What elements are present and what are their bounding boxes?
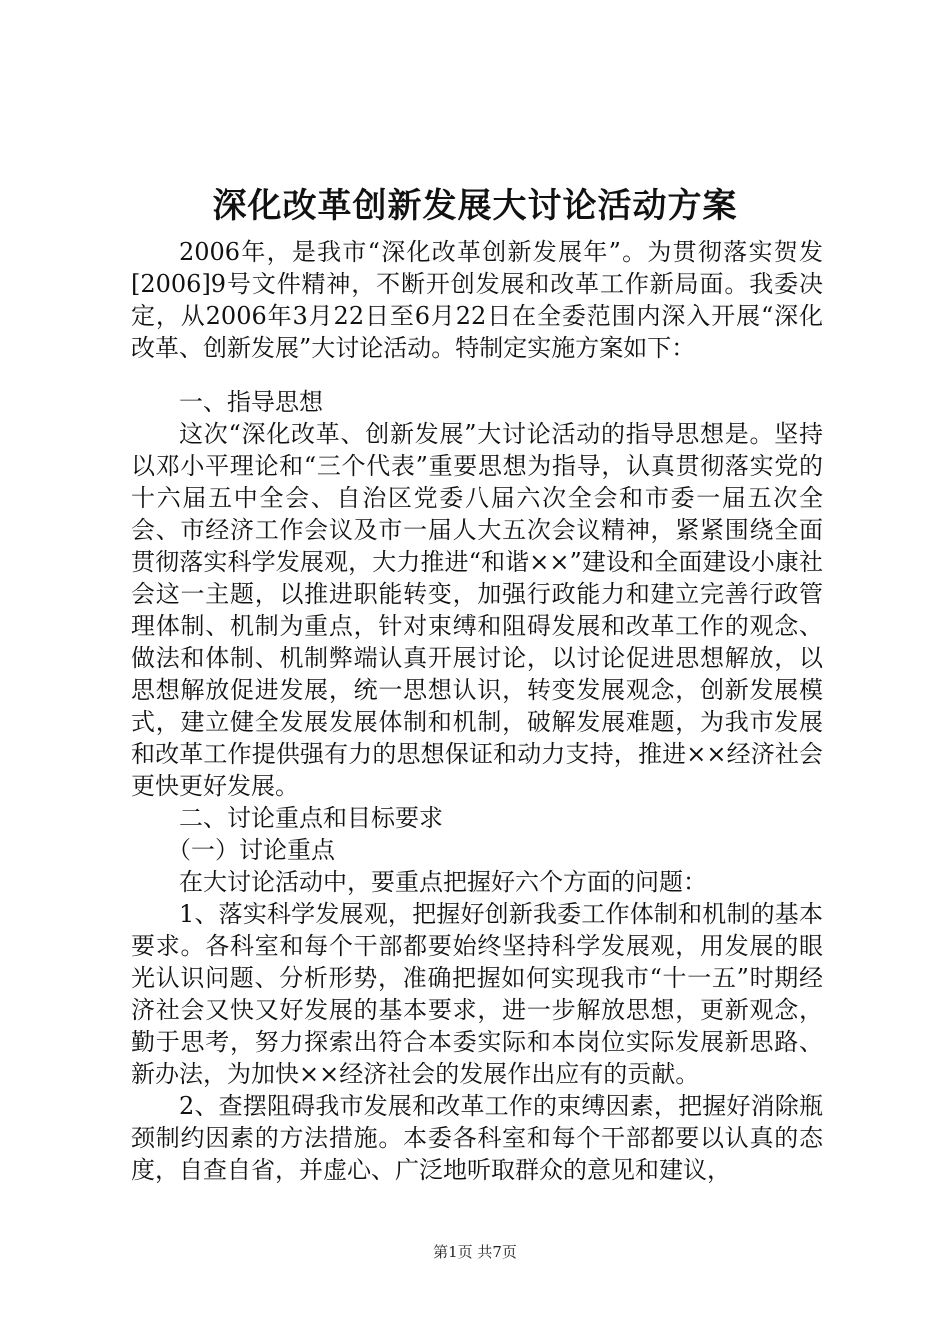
section-2-lead: 在大讨论活动中，要重点把握好六个方面的问题： [179,868,707,896]
section-2-heading: 二、讨论重点和目标要求 [179,804,443,832]
document-body [131,236,823,1186]
section-2-subheading: （一）讨论重点 [167,836,335,864]
page-footer: 第1页 共7页 [433,1243,517,1261]
intro-paragraph: 2006年，是我市“深化改革创新发展年”。为贯彻落实贺发[2006]9号文件精神，不断开创发展和改革工作新局面。我委决定，从2006年3月22日至6月22日在全委范围内深入开展“深化改革、创新发展”大讨论活动。特制定实施方案如下： [131,238,823,362]
section-1-heading: 一、指导思想 [179,388,323,416]
document-title: 深化改革创新发展大讨论活动方案 [212,186,738,226]
section-1-paragraph: 这次“深化改革、创新发展”大讨论活动的指导思想是。坚持以邓小平理论和“三个代表”重要思想为指导，认真贯彻落实党的十六届五中全会、自治区党委八届六次全会和市委一届五次全会、市经济工作会议及市一届人大五次会议精神，紧紧围绕全面贯彻落实科学发展观，大力推进“和谐××”建设和全面建设小康社会这一主题，以推进职能转变，加强行政能力和建立完善行政管理体制、机制为重点，针对束缚和阻碍发展和改革工作的观念、做法和体制、机制弊端认真开展讨论，以讨论促进思想解放，以思想解放促进发展，统一思想认识，转变发展观念，创新发展模式，建立健全发展发展体制和机制，破解发展难题，为我市发展和改革工作提供强有力的思想保证和动力支持，推进××经济社会更快更好发展。 [131,420,823,800]
item-2-paragraph: 2、查摆阻碍我市发展和改革工作的束缚因素，把握好消除瓶颈制约因素的方法措施。本委各科室和每个干部都要以认真的态度，自查自省，并虚心、广泛地听取群众的意见和建议， [131,1092,823,1184]
item-1-paragraph: 1、落实科学发展观，把握好创新我委工作体制和机制的基本要求。各科室和每个干部都要始终坚持科学发展观，用发展的眼光认识问题、分析形势，准确把握如何实现我市“十一五”时期经济社会又快又好发展的基本要求，进一步解放思想，更新观念，勤于思考，努力探索出符合本委实际和本岗位实际发展新思路、新办法，为加快××经济社会的发展作出应有的贡献。 [131,900,823,1088]
